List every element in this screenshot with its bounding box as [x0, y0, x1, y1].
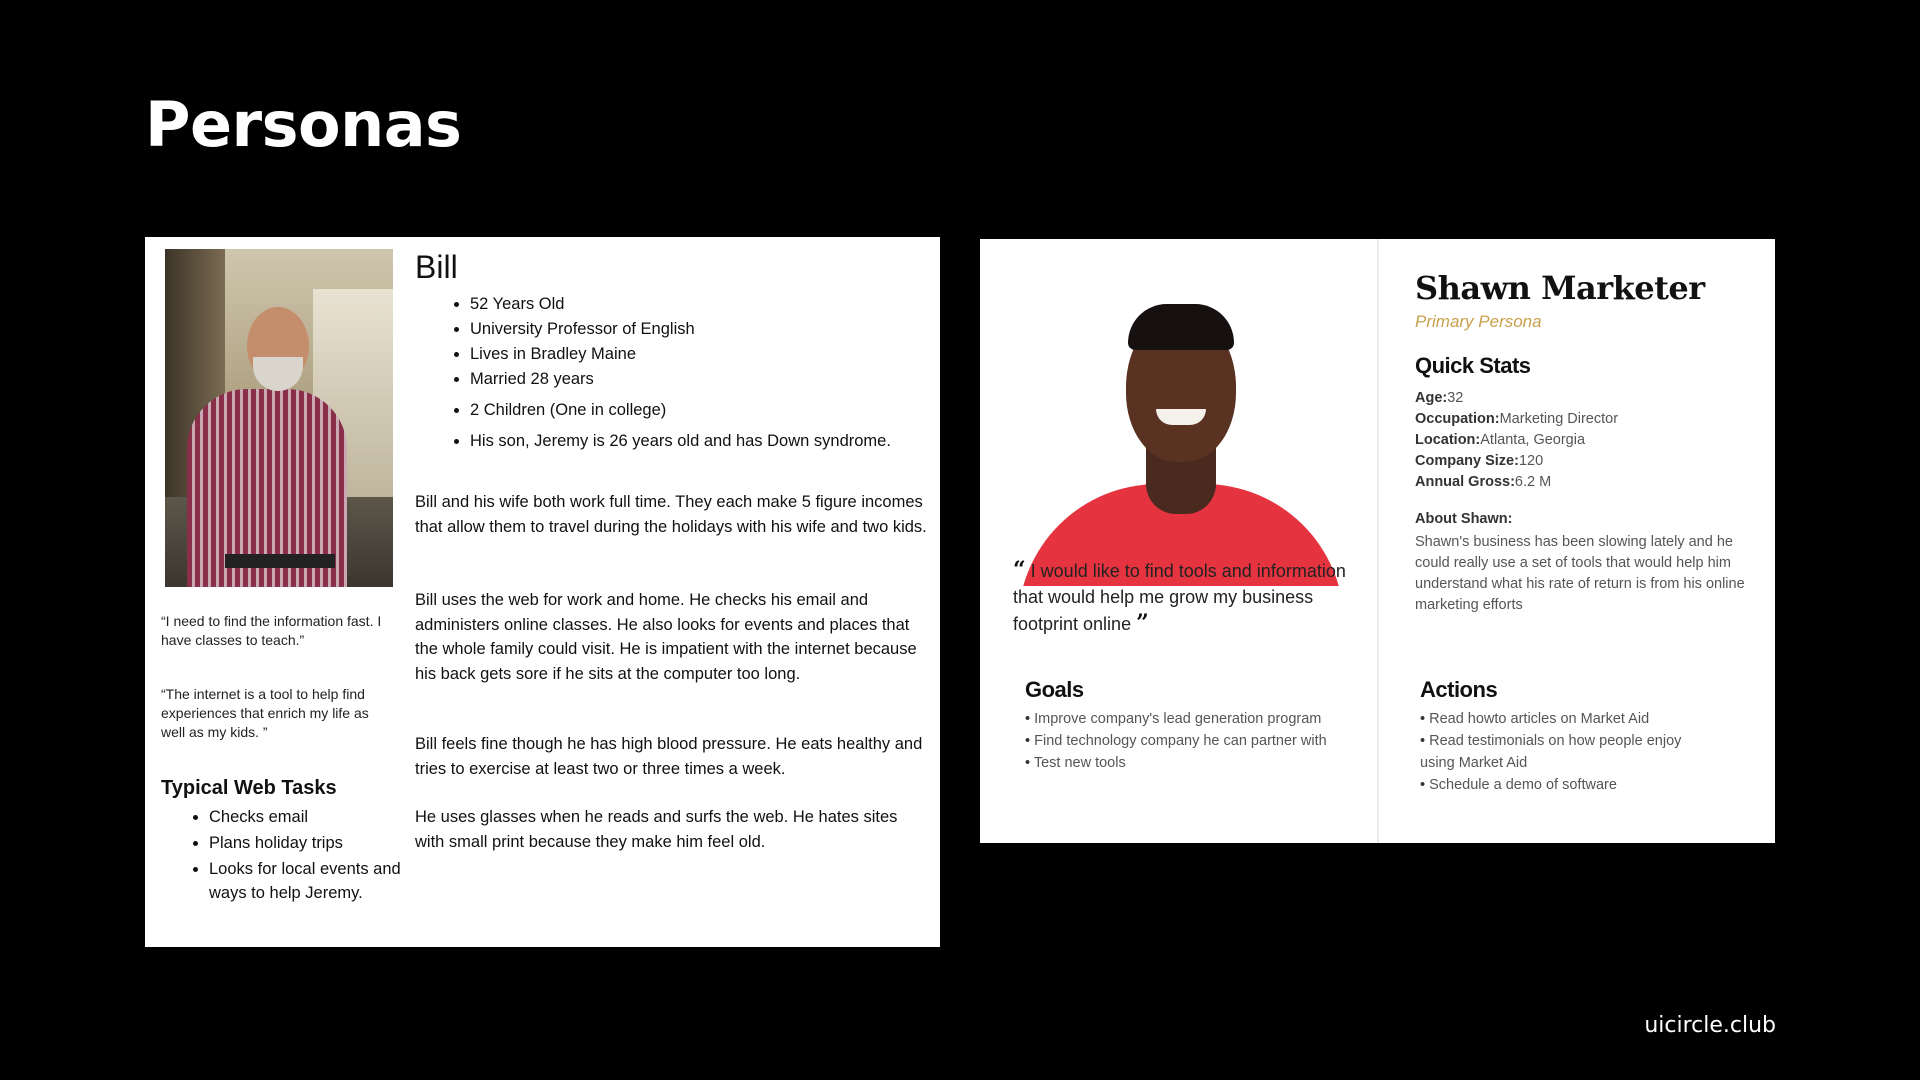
list-item: • Read testimonials on how people enjoy using Market Aid [1420, 730, 1720, 774]
list-item: • Married 28 years [470, 367, 940, 392]
actions-title: Actions [1420, 677, 1498, 702]
goals-list [1025, 708, 1370, 774]
shawn-photo [1018, 274, 1344, 586]
tasks-title: Typical Web Tasks [161, 777, 337, 799]
quick-stats [1415, 388, 1618, 493]
tasks-list [181, 805, 409, 907]
list-item: • 2 Children (One in college) [470, 398, 940, 423]
list-item: • Checks email [209, 805, 409, 829]
brand-label: uicircle.club [1644, 1013, 1776, 1038]
list-item: • Plans holiday trips [209, 831, 409, 855]
list-item: • Improve company's lead generation program [1025, 708, 1370, 730]
quick-stats-title: Quick Stats [1415, 353, 1531, 378]
list-item: • Schedule a demo of software [1420, 774, 1720, 796]
persona-card-bill [145, 237, 940, 947]
persona-role: Primary Persona [1415, 312, 1542, 331]
open-quote-icon: “ [1013, 557, 1026, 583]
list-item: • University Professor of English [470, 317, 940, 342]
card-divider [1377, 239, 1379, 843]
shawn-name: Shawn Marketer [1415, 269, 1705, 307]
stat-row: Age:32 [1415, 390, 1464, 406]
bill-photo [165, 249, 393, 587]
stat-row: Occupation:Marketing Director [1415, 411, 1619, 427]
bill-quote-2: “The internet is a tool to help find experiences that enrich my life as well as my kids. ” [161, 686, 369, 740]
list-item: • Read howto articles on Market Aid [1420, 708, 1720, 730]
list-item: • Looks for local events and ways to help Jeremy. [209, 857, 409, 905]
stat-row: Annual Gross:6.2 M [1415, 474, 1552, 490]
bill-paragraph: Bill feels fine though he has high blood pressure. He eats healthy and tries to exercise at least two or three times a week. [415, 735, 923, 778]
about-label: About Shawn: [1415, 511, 1513, 527]
list-item: • Lives in Bradley Maine [470, 342, 940, 367]
bill-name: Bill [415, 249, 458, 285]
shawn-quote [1013, 557, 1368, 637]
list-item: • Find technology company he can partner with [1025, 730, 1370, 752]
bill-paragraph: He uses glasses when he reads and surfs the web. He hates sites with small print because they make him feel old. [415, 808, 898, 851]
persona-card-shawn [980, 239, 1775, 843]
list-item: • His son, Jeremy is 26 years old and has Down syndrome. [470, 429, 940, 454]
stat-row: Location:Atlanta, Georgia [1415, 432, 1586, 448]
list-item: • 52 Years Old [470, 292, 940, 317]
bill-quote-1: “I need to find the information fast. I have classes to teach.” [161, 613, 382, 648]
bill-paragraph: Bill and his wife both work full time. They each make 5 figure incomes that allow them to travel during the holidays with his wife and two kids. [415, 493, 927, 536]
stat-row: Company Size:120 [1415, 453, 1544, 469]
list-item: • Test new tools [1025, 752, 1370, 774]
bill-paragraph: Bill uses the web for work and home. He checks his email and administers online classes. He also looks for events and places that the whole family could visit. He is impatient with the internet because his back gets sore if he sits at the computer too long. [415, 591, 917, 683]
slide-title: Personas [145, 88, 462, 161]
bill-facts-list [440, 292, 940, 454]
actions-list [1420, 708, 1720, 796]
shawn-quote-text: I would like to find tools and information that would help me grow my business footprint online [1013, 561, 1346, 634]
close-quote-icon: ” [1136, 610, 1149, 636]
goals-title: Goals [1025, 677, 1084, 702]
about-text: Shawn's business has been slowing lately and he could really use a set of tools that would help him understand what his rate of return is from his online marketing efforts [1415, 534, 1745, 613]
